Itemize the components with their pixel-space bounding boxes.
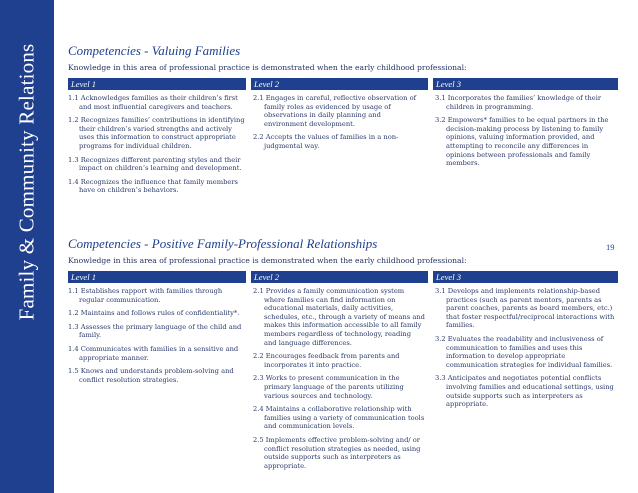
competency-item: 3.2 Evaluates the readability and inclusiveness of communication to families and uses this information to develop appropriate communication strategies for individual families. <box>435 334 613 369</box>
competency-item: 1.4 Recognizes the influence that family members have on children’s behaviors. <box>68 177 238 195</box>
level-3-column <box>435 287 617 414</box>
section-title: Competencies - Positive Family-Professional Relationships <box>68 236 378 251</box>
level-header-bar <box>68 78 618 90</box>
competency-item: 1.2 Maintains and follows rules of confidentiality*. <box>68 309 240 318</box>
competency-item: 1.1 Establishes rapport with families through regular communication. <box>68 287 223 304</box>
competency-item: 2.1 Provides a family communication system where families can find information on educational materials, daily activities, schedules, etc., through a variety of means and makes this information accessible to all family members regardless of technology, reading and language differences. <box>253 287 425 347</box>
competency-item: 2.2 Accepts the values of families in a non-judgmental way. <box>253 133 399 150</box>
competency-item: 3.2 Empowers* families to be equal partners in the decision-making process by listening to family opinions, valuing information provided, and attempting to reconcile any differences in opinions between professionals and family members. <box>435 116 609 168</box>
level-1-column <box>68 287 246 389</box>
level-2-column <box>253 94 425 156</box>
competency-item: 2.3 Works to present communication in the primary language of the parents utilizing various sources and technology. <box>253 374 404 400</box>
section-valuing-families <box>68 43 618 195</box>
section-intro: Knowledge in this area of professional practice is demonstrated when the early childhood professional: <box>68 63 467 72</box>
competency-item: 2.4 Maintains a collaborative relationship with families using a variety of communication tools and communication levels. <box>253 405 425 431</box>
section-family-professional-relationships <box>68 236 618 470</box>
page-number: 19 <box>606 242 615 252</box>
level-2-header: Level 2 <box>251 78 428 90</box>
competency-item: 1.3 Recognizes different parenting styles and their impact on children’s learning and development. <box>68 155 242 173</box>
competency-item: 1.3 Assesses the primary language of the child and family. <box>68 322 242 340</box>
competency-item: 3.1 Incorporates the families’ knowledge of their children in programming. <box>435 94 602 111</box>
competency-item: 1.4 Communicates with families in a sensitive and appropriate manner. <box>68 344 239 362</box>
level-3-column <box>435 94 617 173</box>
sidebar <box>0 0 54 493</box>
level-1-header: Level 1 <box>68 271 246 283</box>
level-2-column <box>253 287 425 475</box>
competency-item: 3.3 Anticipates and negotiates potential conflicts involving families and educational settings, using outside supports such as interpreters as appropriate. <box>435 374 614 409</box>
competency-item: 2.5 Implements effective problem-solving and/ or conflict resolution strategies as needed, using outside supports such as interpreters as appropriate. <box>253 435 421 470</box>
competency-item: 2.1 Engages in careful, reflective observation of family roles as evidenced by usage of observations in daily planning and environment development. <box>253 94 417 128</box>
level-3-header: Level 3 <box>433 271 618 283</box>
level-3-header: Level 3 <box>433 78 618 90</box>
level-1-column <box>68 94 246 200</box>
section-title: Competencies - Valuing Families <box>68 43 241 58</box>
section-intro: Knowledge in this area of professional practice is demonstrated when the early childhood professional: <box>68 256 467 265</box>
competency-item: 1.2 Recognizes families’ contributions in identifying their children’s varied strengths and actively uses this information to construct appropriate programs for individual children. <box>68 116 245 150</box>
sidebar-title: Family & Community Relations <box>14 43 39 321</box>
level-1-header: Level 1 <box>68 78 246 90</box>
level-header-bar <box>68 271 618 283</box>
competency-item: 1.5 Knows and understands problem-solving and conflict resolution strategies. <box>68 367 234 384</box>
competency-item: 3.1 Develops and implements relationship-based practices (such as parent mentors, parents as parent coaches, parents as board members, etc.) that foster respectful/reciprocal interactions with families. <box>435 287 615 330</box>
competency-item: 1.1 Acknowledges families as their children’s first and most influential caregivers and teachers. <box>68 94 238 111</box>
competency-item: 2.2 Encourages feedback from parents and incorporates it into practice. <box>253 352 400 369</box>
level-2-header: Level 2 <box>251 271 428 283</box>
